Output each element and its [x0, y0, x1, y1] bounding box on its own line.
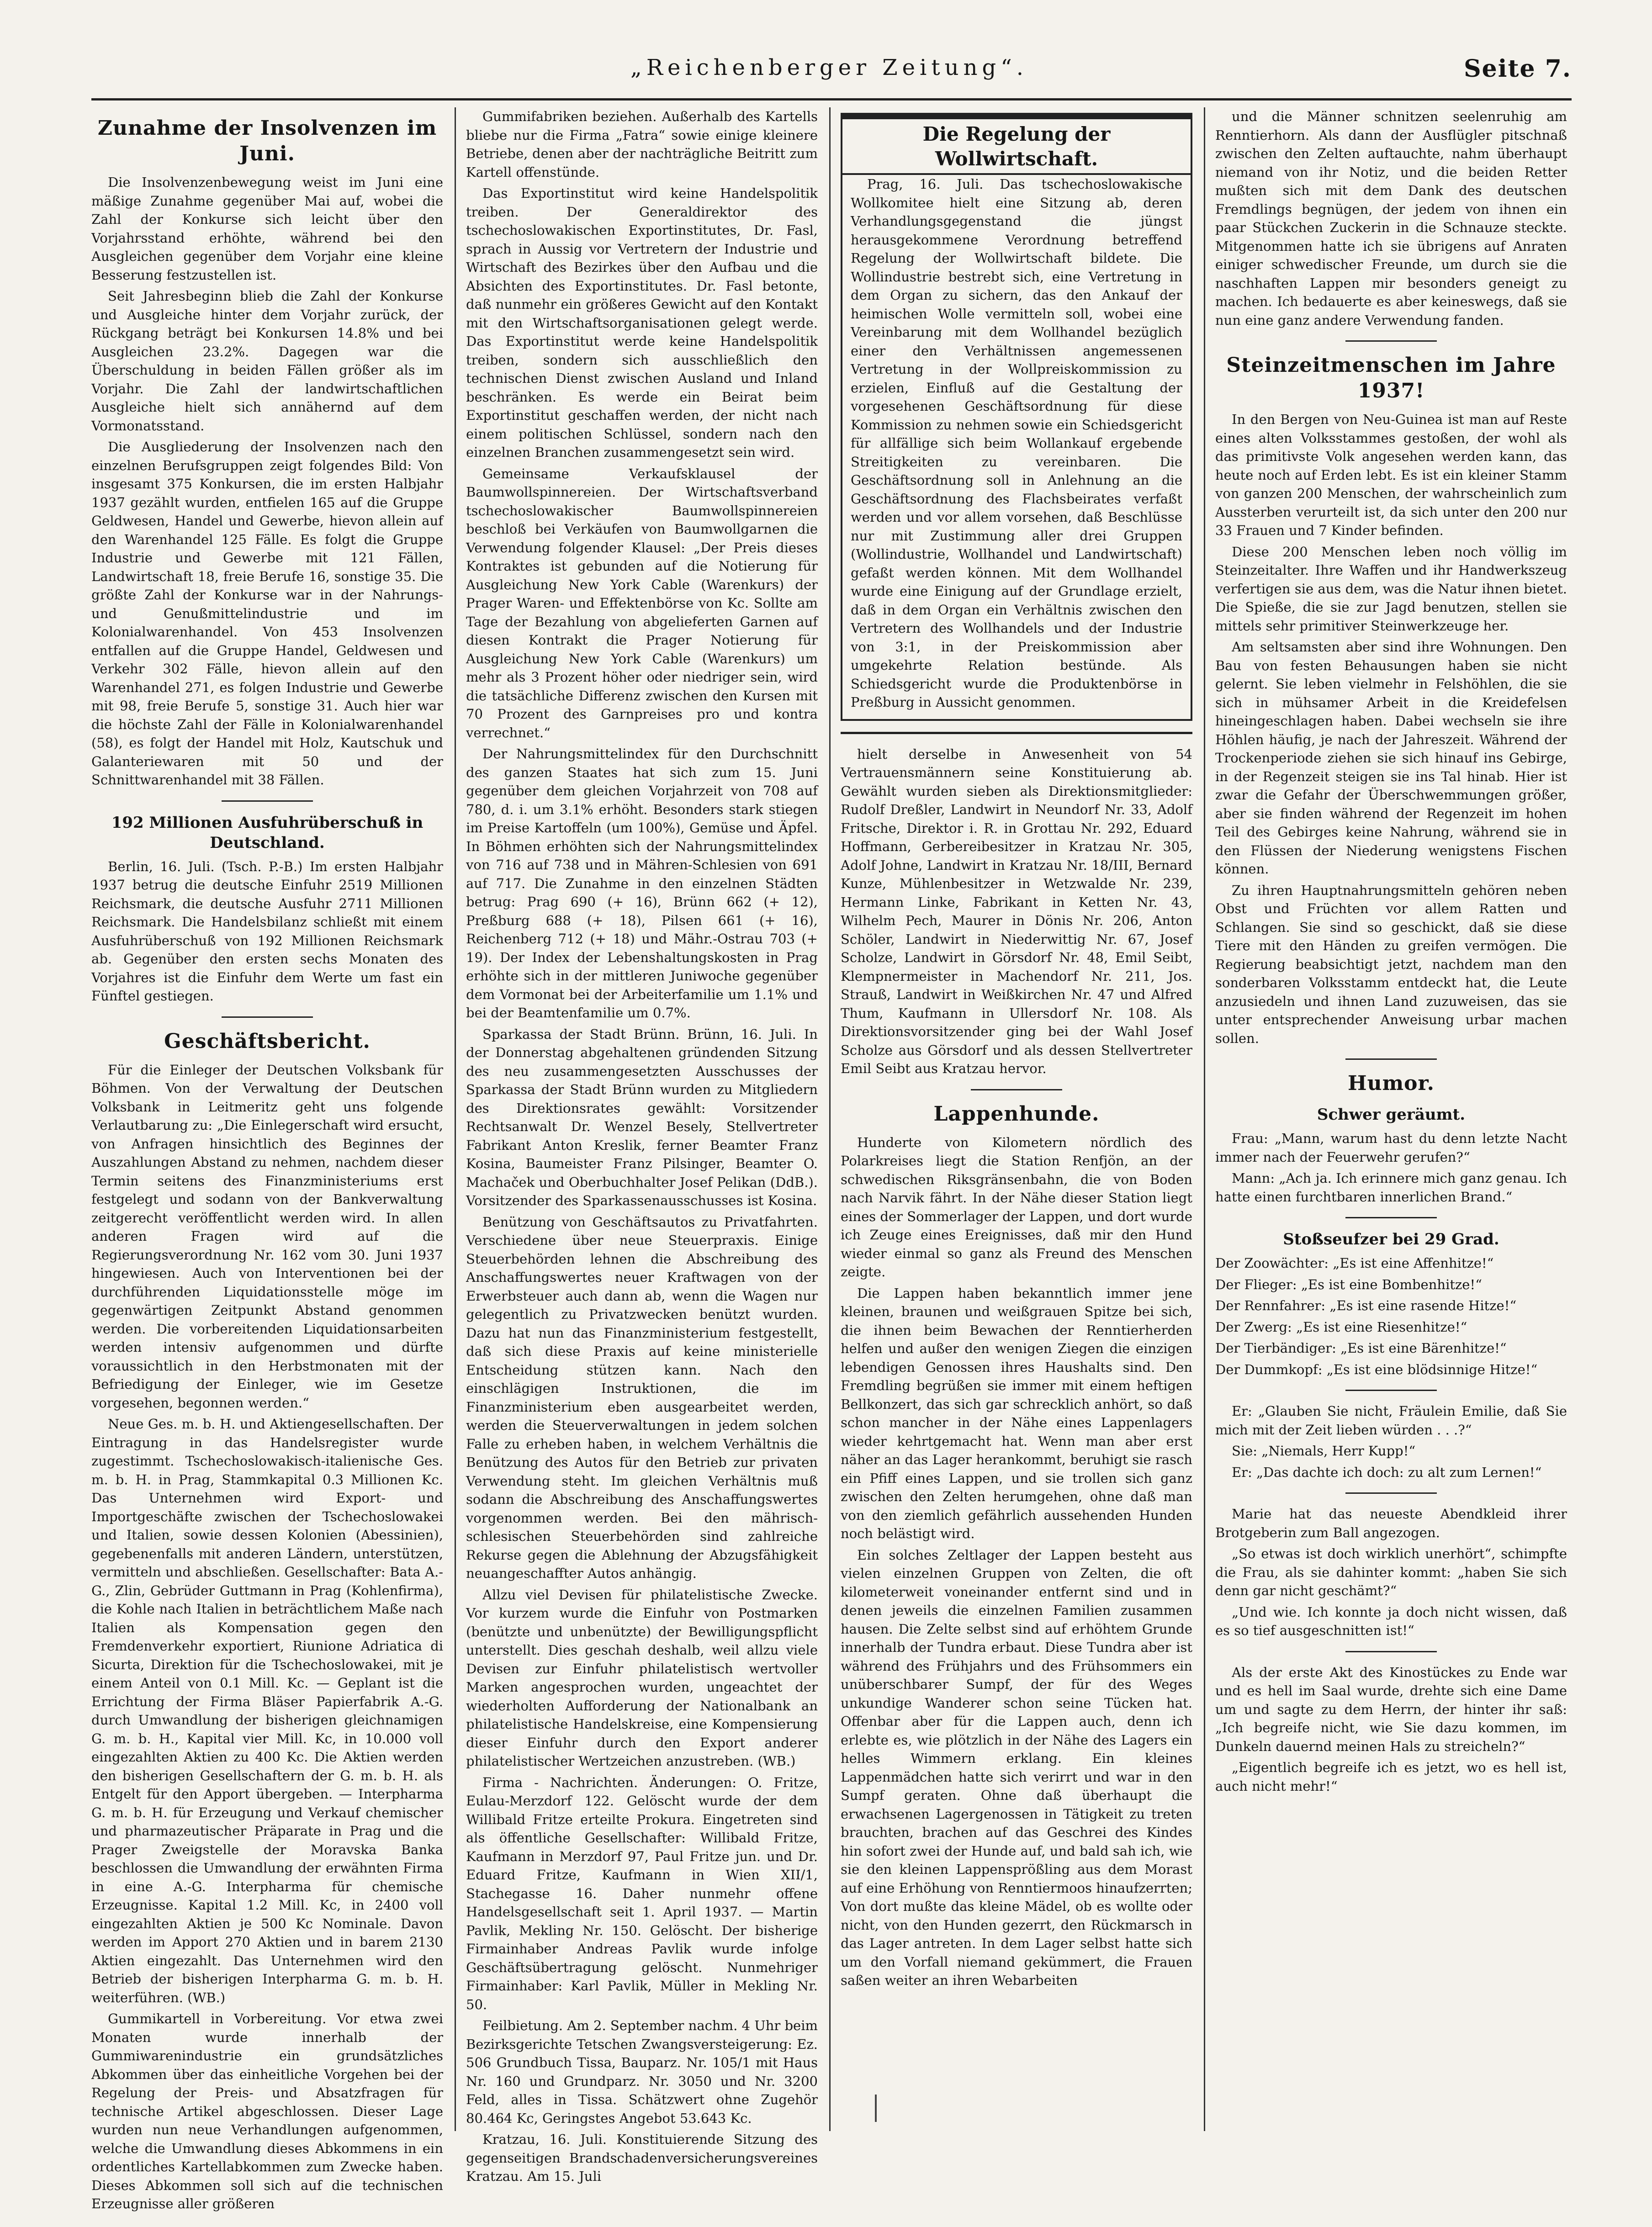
paragraph: Er: „Das dachte ich doch: zu alt zum Lernen!“: [1232, 1464, 1542, 1480]
column-3: [841, 107, 1192, 2131]
paragraph: Die Insolvenzenbewegung weist im Juni eine mäßige Zunahme gegenüber Mai auf, wobei die Zahl der Konkurse sich leicht über den Vorjahrsstand erhöhte, während bei den Ausgleichen gegenüber dem Vorjahr eine kleine Besserung festzustellen ist.: [91, 175, 443, 283]
separator: [1345, 1492, 1437, 1494]
paragraph: Er: „Glauben Sie nicht, Fräulein Emilie, daß Sie mich mit der Zeit lieben würden . . .?“: [1215, 1403, 1567, 1438]
quote-line: Der Flieger: „Es ist eine Bombenhitze!“: [1215, 1276, 1482, 1292]
quote-line: Der Zoowächter: „Es ist eine Affenhitze!“: [1215, 1255, 1494, 1271]
paragraph: Zu ihren Hauptnahrungsmitteln gehören neben Obst und Früchten vor allem Ratten und Schlangen. Sie sind so geschickt, daß sie diese Tiere mit den Händen zu greifen vermögen. Die Regierung beabsichtigt jetzt, nachdem man den sonderbaren Volksstamm entdeckt hat, die Leute anzusiedeln und ihnen Land zuzuweisen, das sie unter entsprechender Anweisung urbar machen sollen.: [1215, 882, 1567, 1046]
paragraph: Gemeinsame Verkaufsklausel der Baumwollspinnereien. Der Wirtschaftsverband tschechoslowakischer Baumwollspinnereien beschloß bei Verkäufen von Baumwollgarnen die Verwendung folgender Klausel: „Der Preis dieses Kontraktes ist gebunden auf die Notierung für Ausgleichung New York Cable (Warenkurs) der Prager Waren- und Effektenbörse von Kc. Sollte am Tage der Bezahlung von abgelieferten Garnen auf diesen Kontrakt die Prager Notierung für Ausgleichung New York Cable (Warenkurs) um mehr als 3 Prozent höher oder niedriger sein, wird die tatsächliche Differenz zwischen den Kursen mit 70 Prozent des Garnpreises pro und kontra verrechnet.“: [466, 466, 818, 741]
paragraph: Allzu viel Devisen für philatelistische Zwecke. Vor kurzem wurde die Einfuhr von Postmarken (benützte und unbenützte) der Bewilligungspflicht unterstellt. Dies geschah deshalb, weil allzu viele Devisen zur Einfuhr philatelistisch wertvoller Marken angesprochen wurden, ungeachtet der wiederholten Aufforderung der Nationalbank an philatelistische Handelskreise, eine Kompensierung dieser Einfuhr durch den Export anderer philatelistischer Wertzeichen anzustreben. (WB.): [466, 1587, 818, 1769]
quote-line: Der Rennfahrer: „Es ist eine rasende Hitze!“: [1215, 1298, 1517, 1313]
joke-heading: Stoßseufzer bei 29 Grad.: [1283, 1230, 1499, 1248]
paragraph: „Und wie. Ich konnte ja doch nicht wissen, daß es so tief ausgeschnitten ist!“: [1215, 1604, 1567, 1638]
paragraph: Am seltsamsten aber sind ihre Wohnungen. Den Bau von festen Behausungen haben sie nicht gelernt. Sie leben vielmehr in Felshöhlen, die sie sich in mühsamer Arbeit in die Kreidefelsen hineingeschlagen haben. Dabei wechseln sie ihre Höhlen häufig, je nach der Jahreszeit. Während der Trockenperiode ziehen sie sich hinauf ins Gebirge, in der Regenzeit steigen sie ins Tal hinab. Hier ist zwar die Gefahr der Überschwemmungen größer, aber sie finden während der Regenzeit im hohen Teil des Gebirges keine Nahrung, während sie in den Flüssen der Niederung wenigstens Fischen können.: [1215, 639, 1567, 877]
page-mark: [875, 2095, 880, 2122]
paragraph: Die Lappen haben bekanntlich immer jene kleinen, braunen und weißgrauen Spitze bei sich, die ihnen beim Bewachen der Renntierherden helfen und außer den wenigen Ziegen die einzigen lebendigen Genossen ihres Haushalts sind. Den Fremdling begrüßen sie immer mit einem heftigen Bellkonzert, das sich gar schrecklich anhört, so daß schon mancher in der Nähe eines Lappenlagers wieder kehrtgemacht hat. Wenn man aber erst näher an das Lager herankommt, beruhigt sie rasch ein Pfiff eines Lappen, und sie trollen sich ganz zwischen den Zelten herumgehen, ohne daß man von den ziemlich gefährlich aussehenden Hunden noch belästigt wird.: [841, 1285, 1192, 1541]
separator: [1345, 1217, 1437, 1218]
boxed-heading: Die Regelung der Wollwirtschaft.: [841, 113, 1192, 175]
paragraph: hielt derselbe in Anwesenheit von 54 Vertrauensmännern seine Konstituierung ab. Gewählt wurden sieben als Direktionsmitglieder: Rudolf Dreßler, Landwirt in Neundorf Nr. 33, Adolf Fritsche, Direktor i. R. in Grottau Nr. 292, Eduard Hoffmann, Gerbereibesitzer in Kratzau Nr. 305, Adolf Johne, Landwirt in Kratzau Nr. 18/III, Bernard Kunze, Mühlenbesitzer in Wetzwalde Nr. 239, Hermann Linke, Fabrikant in Ketten Nr. 43, Wilhelm Pech, Maurer in Dönis Nr. 206, Anton Schöler, Landwirt in Niederwittig Nr. 67, Josef Scholze, Landwirt in Görsdorf Nr. 48, Emil Seibt, Klempnermeister in Machendorf Nr. 211, Jos. Strauß, Landwirt in Weißkirchen Nr. 47 und Alfred Thum, Kaufmann in Ullersdorf Nr. 108. Als Direktionsvorsitzender ging bei der Wahl Josef Scholze aus Görsdorf und als dessen Stellvertreter Emil Seibt aus Kratzau hervor.: [841, 746, 1192, 1076]
separator: [1345, 1390, 1437, 1391]
section-heading: Geschäftsbericht.: [164, 1029, 371, 1053]
page-number: Seite 7.: [1464, 55, 1572, 83]
paragraph: „So etwas ist doch wirklich unerhört“, schimpfte die Frau, als sie dahinter kommt: „haben Sie sich denn gar nicht geschämt?“: [1215, 1546, 1567, 1598]
paragraph: Seit Jahresbeginn blieb die Zahl der Konkurse und Ausgleiche hinter dem Vorjahr zurück, der Rückgang beträgt bei Konkursen 14.8% und bei Ausgleichen 23.2%. Dagegen war die Überschuldung in beiden Fällen größer als im Vorjahr. Die Zahl der landwirtschaftlichen Ausgleiche hielt sich annähernd auf dem Vormonatsstand.: [91, 288, 443, 434]
article-heading: Steinzeitmenschen im Jahre 1937!: [1226, 354, 1556, 402]
quote-line: Der Zwerg: „Es ist eine Riesenhitze!“: [1215, 1319, 1467, 1335]
separator: [1345, 340, 1437, 342]
separator: [222, 800, 313, 802]
quote-line: Der Dummkopf: „Es ist eine blödsinnige Hitze!“: [1215, 1361, 1538, 1377]
separator: [222, 1016, 313, 1018]
paragraph: Sie: „Niemals, Herr Kupp!“: [1232, 1443, 1416, 1459]
paragraph: Kratzau, 16. Juli. Konstituierende Sitzung des gegenseitigen Brandschadenversicherungsvereines Kratzau. Am 15. Juli: [466, 2132, 818, 2184]
paragraph: Hunderte von Kilometern nördlich des Polarkreises liegt die Station Renfjön, an der schwedischen Riksgränsenbahn, die von Boden nach Narvik fährt. In der Nähe dieser Station liegt eines der Sommerlager der Lappen, und dort wurde ich Zeuge eines Ereignisses, daß mir den Hund wieder einmal so ganz als Freund des Menschen zeigte.: [841, 1134, 1192, 1280]
boxed-article: [841, 173, 1192, 721]
column-divider: [829, 107, 831, 2131]
quote-line: Der Tierbändiger: „Es ist eine Bärenhitze!“: [1215, 1340, 1507, 1356]
section-heading: Humor.: [1348, 1072, 1435, 1095]
separator: [971, 1089, 1062, 1090]
paragraph: Für die Einleger der Deutschen Volksbank für Böhmen. Von der Verwaltung der Deutschen Volksbank in Leitmeritz geht uns folgende Verlautbarung zu: „Die Einlegerschaft wird ersucht, von Anfragen hinsichtlich des Beginnes der Auszahlungen Abstand zu nehmen, nachdem dieser Termin seitens des Finanzministeriums erst festgelegt und sodann von der Bankverwaltung zeitgerecht veröffentlicht werden wird. In allen anderen Fragen wird auf die Regierungsverordnung Nr. 162 vom 30. Juni 1937 hingewiesen. Auch von Interventionen bei der durchführenden Liquidationsstelle möge im gegenwärtigen Zeitpunkt Abstand genommen werden. Die vorbereitenden Liquidationsarbeiten werden intensiv aufgenommen und dürfte voraussichtlich in den Herbstmonaten mit der Befriedigung der Einleger, wie im Gesetze vorgesehen, begonnen werden.“: [91, 1062, 443, 1411]
article-heading: Zunahme der Insolvenzen im Juni.: [97, 116, 437, 165]
paragraph: Der Nahrungsmittelindex für den Durchschnitt des ganzen Staates hat sich zum 15. Juni gegenüber dem gleichen Vorjahrzeit von 708 auf 780, d. i. um 3.1% erhöht. Besonders stark stiegen im Preise Kartoffeln (um 100%), Gemüse und Äpfel. In Böhmen erhöhten sich der Nahrungsmittelindex von 716 auf 738 und in Mähren-Schlesien von 691 auf 717. Die Zunahme in den einzelnen Städten betrug: Prag 690 (+ 16), Brünn 662 (+ 12), Preßburg 688 (+ 18), Pilsen 661 (+ 16), Reichenberg 712 (+ 18) und Mähr.-Ostrau 703 (+ 19). Der Index der Lebenshaltungskosten in Prag erhöhte sich in der mittleren Juniwoche gegenüber dem Vormonat bei der Arbeiterfamilie um 1.1% und bei der Beamtenfamilie um 0.7%.: [466, 746, 818, 1021]
paragraph: „Eigentlich begreife ich es jetzt, wo es hell ist, auch nicht mehr!“: [1215, 1760, 1567, 1794]
paragraph: Ein solches Zeltlager der Lappen besteht aus vielen einzelnen Gruppen von Zelten, die oft kilometerweit voneinander entfernt sind und in denen jeweils die einzelnen Familien zusammen hausen. Die Zelte selbst sind auf erhöhtem Grunde innerhalb der Tundra erbaut. Diese Tundra aber ist während des Frühjahrs und des Frühsommers ein unüberschbarer Sumpf, der für des Weges unkundige Wanderer schon seine Tücken hat. Offenbar aber für die Lappen auch, denn ich erlebte es, wie plötzlich in der Nähe des Lagers ein helles Wimmern erklang. Ein kleines Lappenmädchen hatte sich verirrt und war in den Sumpf geraten. Ohne daß überhaupt die erwachsenen Lagergenossen in Tätigkeit zu treten brauchten, brachen auf das Geschrei des Kindes hin sofort zwei der Hunde auf, und bald sah ich, wie sie den kleinen Lappensprößling aus dem Morast auf eine Erhöhung von Renntiermoos hinaufzerrten; Von dort mußte das kleine Mädel, ob es wollte oder nicht, von den Hunden gezerrt, den Rückmarsch in das Lager antreten. In dem Lager selbst hatte sich um den Vorfall niemand gekümmert, die Frauen saßen weiter an ihren Webarbeiten: [841, 1547, 1192, 1988]
paragraph: Als der erste Akt des Kinostückes zu Ende war und es hell im Saal wurde, drehte sich eine Dame um und sagte zu dem Herrn, der hinter ihr saß: „Ich begreife nicht, wie Sie dazu kommen, im Dunkeln dauernd meinen Hals zu streicheln?“: [1215, 1664, 1567, 1754]
paragraph: Firma - Nachrichten. Änderungen: O. Fritze, Eulau-Merzdorf 122. Gelöscht wurde der dem Willibald Fritze erteilte Prokura. Eingetreten sind als öffentliche Gesellschafter: Willibald Fritze, Kaufmann in Merzdorf 97, Paul Fritze jun. und Dr. Eduard Fritze, Kaufmann in Wien XII/1, Stachegasse 16. Daher nunmehr offene Handelsgesellschaft seit 1. April 1937. — Martin Pavlik, Mekling Nr. 150. Gelöscht. Der bisherige Firmainhaber Andreas Pavlik wurde infolge Geschäftsübertragung gelöscht. Nunmehriger Firmainhaber: Karl Pavlik, Müller in Mekling Nr. 50.: [466, 1774, 818, 2012]
article-heading: 192 Millionen Ausfuhrüberschuß in Deutschland.: [111, 813, 424, 852]
article-heading: Lappenhunde.: [933, 1102, 1100, 1126]
paragraph: und die Männer schnitzen seelenruhig am Renntierhorn. Als dann der Ausflügler pitschnaß zwischen den Zelten auftauchte, nahm überhaupt niemand von ihr Notiz, und die beiden Retter mußten sich mit dem Dank des deutschen Fremdlings begnügen, der jedem von ihnen ein paar Stückchen Zuckerin in die Schnauze steckte. Mitgenommen hatte ich sie übrigens auf Anraten einiger schwedischer Freunde, um durch sie die naschhaften Lappen mir besonders geneigt zu machen. Ich bedauerte es aber keineswegs, daß sie nun eine ganz andere Verwendung fanden.: [1215, 109, 1567, 328]
column-divider: [1204, 107, 1205, 2131]
column-divider: [455, 107, 456, 2131]
paragraph: Diese 200 Menschen leben noch völlig im Steinzeitalter. Ihre Waffen und ihr Handwerkszeug verfertigen sie aus dem, was die Natur ihnen bietet. Die Spieße, die sie zur Jagd benutzen, stellen sie mittels sehr primitiver Steinwerkzeuge her.: [1215, 544, 1567, 634]
column-1: [91, 107, 443, 2211]
paragraph: Neue Ges. m. b. H. und Aktiengesellschaften. Der Eintragung in das Handelsregister wurde zugestimmt. Tschechoslowakisch-italienische Ges. m. b. H. in Prag, Stammkapital 0.3 Millionen Kc. Das Unternehmen wird Export- und Importgeschäfte zwischen der Tschechoslowakei und Italien, sowie dessen Kolonien (Abessinien), gegebenenfalls mit anderen Ländern, unterstützen, vermitteln und abschließen. Gesellschafter: Bata A.-G., Zlin, Gebrüder Guttmann in Prag (Kohlenfirma), die Kohle nach Italien in beträchtlichem Maße nach Italien als Kompensation gegen den Fremdenverkehr exportiert, Riunione Adriatica di Sicurta, Direktion für die Tschechoslowakei, mit je einem Anteil von 0.1 Mill. Kc. — Geplant ist die Errichtung der Firma Bläser Papierfabrik A.-G. durch Umwandlung der bisherigen gleichnamigen G. m. b. H., Kapital vier Mill. Kc, in 10.000 voll eingezahlten Aktien zu 400 Kc. Die Aktien werden den bisherigen Gesellschaftern der G. m. b. H. als Entgelt für den Apport übergeben. — Interpharma G. m. b. H. für Erzeugung und Verkauf chemischer und pharmazeutischer Präparate in Prag und die Prager Zweigstelle der Moravska Banka beschlossen die Umwandlung der erwähnten Firma in eine A.-G. Interpharma für chemische Erzeugnisse. Kapital 1.2 Mill. Kc, in 2400 voll eingezahlten Aktien je 500 Kc Nominale. Davon werden im Apport 270 Aktien und in barem 2130 Aktien eingezahlt. Das Unternehmen wird den Betrieb der bisherigen Interpharma G. m. b. H. weiterführen. (WB.): [91, 1416, 443, 2005]
paragraph: Mann: „Ach ja. Ich erinnere mich ganz genau. Ich hatte einen furchtbaren innerlichen Brand.“: [1215, 1170, 1567, 1205]
separator: [1345, 1058, 1437, 1060]
masthead: [87, 55, 1572, 96]
paragraph: Frau: „Mann, warum hast du denn letzte Nacht immer nach der Feuerwehr gerufen?“: [1215, 1131, 1567, 1165]
paragraph: In den Bergen von Neu-Guinea ist man auf Reste eines alten Volksstammes gestoßen, der wohl als das primitivste Volk angesehen werden kann, das heute noch auf Erden lebt. Es ist ein kleiner Stamm von ganzen 200 Menschen, der wahrscheinlich zum Aussterben verurteilt ist, da sich unter den 200 nur 33 Frauen und 7 Kinder befinden.: [1215, 412, 1567, 538]
paragraph: Gummikartell in Vorbereitung. Vor etwa zwei Monaten wurde innerhalb der Gummiwarenindustrie ein grundsätzliches Abkommen über das einheitliche Vorgehen bei der Regelung der Preis- und Absatzfragen für technische Artikel abgeschlossen. Dieser Lage wurden nun neue Verhandlungen aufgenommen, welche die Umwandlung dieses Abkommens in ein ordentliches Kartellabkommen zum Zwecke haben. Dieses Abkommen soll sich auf die technischen Erzeugnisse aller größeren: [91, 2011, 443, 2211]
masthead-rule: [91, 98, 1572, 101]
paragraph: Die Ausgliederung der Insolvenzen nach den einzelnen Berufsgruppen zeigt folgendes Bild: Von insgesamt 375 Konkursen, die im ersten Halbjahr 1937 gezählt wurden, entfielen 165 auf die Gruppe Geldwesen, Handel und Gewerbe, hievon allein auf den Warenhandel 125 Fälle. Es folgt die Gruppe Industrie und Gewerbe mit 121 Fällen, Landwirtschaft 18, freie Berufe 16, sonstige 35. Die größte Zahl der Konkurse war in der Nahrungs- und Genußmittelindustrie und im Kolonialwarenhandel. Von 453 Insolvenzen entfallen auf die Gruppe Handel, Geldwesen und Verkehr 302 Fälle, hievon allein auf den Warenhandel 271, es folgen Industrie und Gewerbe mit 98, freie Berufe 5, sonstige 31. Auch hier war die höchste Zahl der Fälle in Kolonialwarenhandel (58), es folgt der Handel mit Holz, Kautschuk und Galanteriewaren mit 50 und der Schnittwarenhandel mit 38 Fällen.: [91, 439, 443, 788]
column-4: [1215, 107, 1567, 2131]
paragraph: Prag, 16. Juli. Das tschechoslowakische Wollkomitee hielt eine Sitzung ab, deren Verhandlungsgegenstand die jüngst herausgekommene Verordnung betreffend Regelung der Wollwirtschaft bildete. Die Wollindustrie bestrebt sich, eine Vertretung in dem Organ zu sichern, das den Ankauf der heimischen Wolle vermitteln soll, wobei eine Vereinbarung mit dem Wollhandel bezüglich einer den Verhältnissen angemessenen Vertretung in der Wollpreiskommission zu erzielen, Einfluß auf die Gestaltung der vorgesehenen Geschäftsordnung für diese Kommission zu nehmen sowie ein Schiedsgericht für allfällige sich beim Wollankauf ergebende Streitigkeiten zu vereinbaren. Die Geschäftsordnung soll in Anlehnung an die Geschäftsordnung des Flachsbeirates verfaßt werden und vor allem vorsehen, daß Beschlüsse nur mit Zustimmung aller drei Gruppen (Wollindustrie, Wollhandel und Landwirtschaft) gefaßt werden können. Mit dem Wollhandel wurde eine Einigung auf der Grundlage erzielt, daß in dem Organ ein Verhältnis zwischen den Vertretern des Wollhandels und der Industrie von 3:1, in der Preiskommission aber umgekehrte Relation bestünde. Als Schiedsgericht wurde die Produktenbörse in Preßburg in Aussicht genommen.: [851, 176, 1182, 710]
paragraph: Das Exportinstitut wird keine Handelspolitik treiben. Der Generaldirektor des tschechoslowakischen Exportinstitutes, Dr. Fasl, sprach in Aussig vor Vertretern der Industrie und Wirtschaft des Bezirkes über den Aufbau und die Absichten des Exportinstitutes. Dr. Fasl betonte, daß nunmehr ein größeres Gewicht auf den Kontakt mit den Wirtschaftsorganisationen gelegt werde. Das Exportinstitut werde keine Handelspolitik treiben, sondern sich ausschließlich den technischen Dienst zwischen Ausland und Inland beschränken. Es werde ein Beirat beim Exportinstitut geschaffen werden, der nicht nach einem politischen Schlüssel, sondern nach den einzelnen Branchen zusammengesetzt sein wird.: [466, 185, 818, 460]
separator: [1345, 1651, 1437, 1652]
paragraph: Marie hat das neueste Abendkleid ihrer Brotgeberin zum Ball angezogen.: [1215, 1506, 1567, 1540]
column-2: [466, 107, 818, 2184]
paragraph: Sparkassa der Stadt Brünn. Brünn, 16. Juli. In der Donnerstag abgehaltenen gründenden Sitzung des neu zusammengesetzten Ausschusses der Sparkassa der Stadt Brünn wurden zu Mitgliedern des Direktionsrates gewählt: Vorsitzender Rechtsanwalt Dr. Wenzel Besely, Stellvertreter Fabrikant Anton Kreslik, ferner Beamter Franz Kosina, Baumeister Franz Pilsinger, Beamter O. Machaček und Oberbuchhalter Josef Pelikan (DdB.). Vorsitzender des Sparkassenausschusses ist Kosina.: [466, 1026, 818, 1208]
separator: [841, 732, 1192, 734]
joke-heading: Schwer geräumt.: [1317, 1106, 1466, 1124]
paragraph: Feilbietung. Am 2. September nachm. 4 Uhr beim Bezirksgerichte Tetschen Zwangsversteigerung: Ez. 506 Grundbuch Tissa, Bauparz. Nr. 105/1 mit Haus Nr. 160 und Grundparz. Nr. 3050 und Nr. 3200 Feld, alles in Tissa. Schätzwert ohne Zugehör 80.464 Kc, Geringstes Angebot 53.643 Kc.: [466, 2018, 818, 2126]
paragraph: Gummifabriken beziehen. Außerhalb des Kartells bliebe nur die Firma „Fatra“ sowie einige kleinere Betriebe, denen aber der nachträgliche Beitritt zum Kartell offenstünde.: [466, 109, 818, 180]
masthead-title: „Reichenberger Zeitung“.: [630, 55, 1028, 80]
paragraph: Benützung von Geschäftsautos zu Privatfahrten. Verschiedene über neue Steuerpraxis. Einige Steuerbehörden lehnen die Abschreibung des Anschaffungswertes neuer Kraftwagen von der Erwerbsteuer auch dann ab, wenn die Wagen nur gelegentlich zu Privatzwecken benützt wurden. Dazu hat nun das Finanzministerium festgestellt, daß sich diese Praxis auf keine ministerielle Entscheidung stützen kann. Nach den einschlägigen Instruktionen, die im Finanzministerium eben ausgearbeitet werden, werden die Steuerverwaltungen in jedem solchen Falle zu erheben haben, in welchem Verhältnis die Benützung des Autos für den Betrieb zur privaten Verwendung steht. Im gleichen Verhältnis muß sodann die Abschreibung des Anschaffungswertes vorgenommen werden. Bei den mährisch-schlesischen Steuerbehörden sind zahlreiche Rekurse gegen die Ablehnung der Abzugsfähigkeit neuangeschaffter Autos anhängig.: [466, 1214, 818, 1581]
paragraph: Berlin, 16. Juli. (Tsch. P.-B.) Im ersten Halbjahr 1937 betrug die deutsche Einfuhr 2519 Millionen Reichsmark, die deutsche Ausfuhr 2711 Millionen Reichsmark. Die Handelsbilanz schließt mit einem Ausfuhrüberschuß von 192 Millionen Reichsmark ab. Gegenüber den ersten sechs Monaten des Vorjahres ist die Einfuhr dem Werte um fast ein Fünftel gestiegen.: [91, 858, 443, 1004]
